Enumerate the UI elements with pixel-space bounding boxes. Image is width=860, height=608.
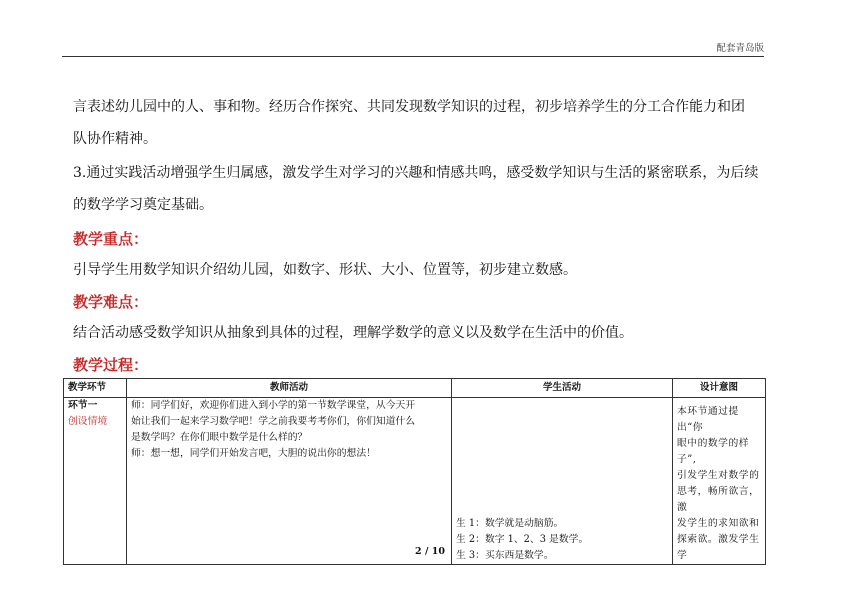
column-header-design: 设计意图 bbox=[673, 379, 766, 398]
difficult-points-heading: 教学难点： bbox=[73, 293, 149, 311]
teaching-process-table bbox=[63, 378, 766, 565]
process-heading: 教学过程： bbox=[73, 356, 149, 374]
objective-paragraph-line-3: 3.通过实践活动增强学生归属感，激发学生对学习的兴趣和情感共鸣，感受数学知识与生活的紧密联系，为后续 bbox=[73, 165, 759, 181]
design-intent-cell bbox=[673, 398, 766, 565]
student-line: 生 1：数学就是动脑筋。 bbox=[456, 518, 564, 529]
design-line: 思考，畅所欲言，激 bbox=[677, 486, 760, 513]
stage-title: 创设情境 bbox=[68, 416, 108, 427]
table-row bbox=[64, 398, 766, 565]
design-line: 发学生的求知欲和 bbox=[677, 518, 760, 529]
key-points-text: 引导学生用数学知识介绍幼儿园，如数字、形状、大小、位置等，初步建立数感。 bbox=[73, 262, 577, 278]
teacher-line: 始让我们一起来学习数学吧！学之前我要考考你们，你们知道什么 bbox=[131, 416, 416, 427]
objective-paragraph-line-2: 队协作精神。 bbox=[73, 131, 157, 147]
design-line: 眼中的数学的样子”, bbox=[677, 438, 750, 465]
design-line: 探索欲。激发学生学 bbox=[677, 534, 760, 561]
teacher-line: 是数学吗？在你们眼中数学是什么样的？ bbox=[131, 432, 308, 443]
stage-cell bbox=[64, 398, 127, 565]
objective-paragraph-line-4: 的数学学习奠定基础。 bbox=[73, 197, 213, 213]
header-text: 配套青岛版 bbox=[716, 43, 764, 54]
teacher-line: 师：想一想，同学们开始发言吧，大胆的说出你的想法！ bbox=[131, 448, 376, 459]
difficult-points-text: 结合活动感受数学知识从抽象到具体的过程，理解学数学的意义以及数学在生活中的价值。 bbox=[73, 325, 633, 341]
column-header-teacher: 教师活动 bbox=[127, 379, 452, 398]
key-points-heading: 教学重点： bbox=[73, 230, 149, 248]
teacher-line: 师：同学们好，欢迎你们进入到小学的第一节数学课堂，从今天开 bbox=[131, 400, 416, 411]
column-header-stage: 教学环节 bbox=[64, 379, 127, 398]
student-line: 生 2：数字 1、2、3 是数学。 bbox=[456, 534, 589, 545]
objective-paragraph-line-1: 言表述幼儿园中的人、事和物。经历合作探究、共同发现数学知识的过程，初步培养学生的分工合作能力和团 bbox=[73, 99, 745, 115]
student-line: 生 3：买东西是数学。 bbox=[456, 550, 554, 561]
student-activity-cell bbox=[452, 398, 673, 565]
table-header-row bbox=[64, 379, 766, 398]
design-line: 引发学生对数学的 bbox=[677, 470, 760, 481]
header-divider bbox=[62, 56, 764, 57]
teacher-activity-cell bbox=[127, 398, 452, 565]
column-header-student: 学生活动 bbox=[452, 379, 673, 398]
stage-name: 环节一 bbox=[68, 400, 98, 411]
design-line: 本环节通过提出“你 bbox=[677, 406, 739, 433]
page-number: 2 / 10 bbox=[415, 546, 445, 557]
